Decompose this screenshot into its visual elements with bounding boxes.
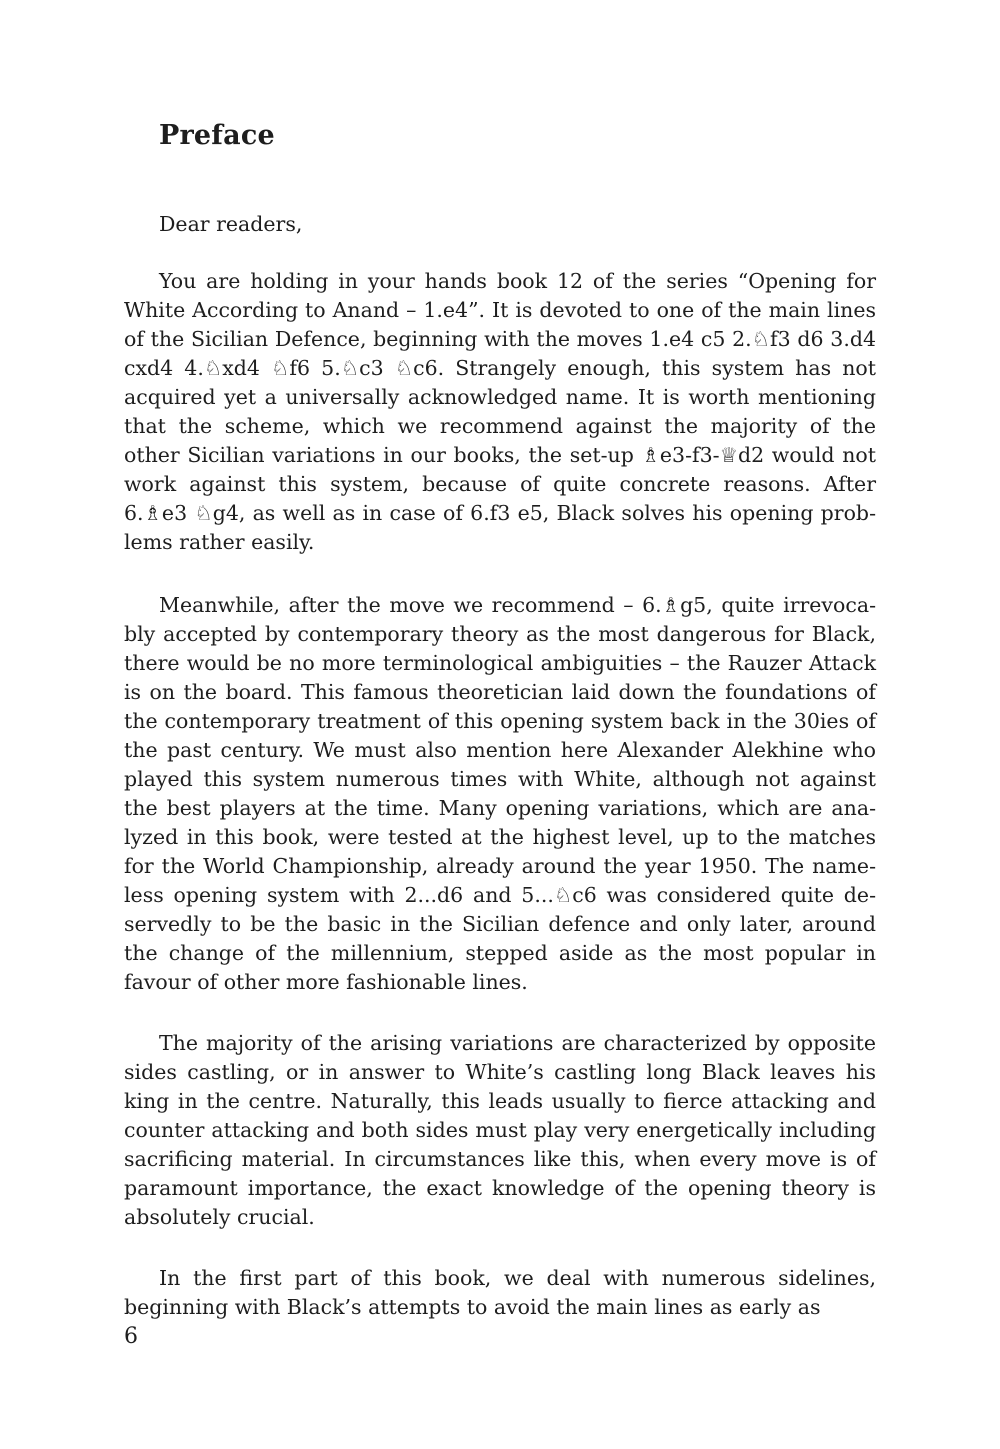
paragraph-4: In the first part of this book, we deal with numerous sidelines, beginning with Black’s attempts to avoid the main lines as early as — [124, 1266, 876, 1319]
preface-heading: Preface — [159, 120, 275, 151]
salutation: Dear readers, — [159, 212, 303, 236]
paragraph-3: The majority of the arising variations are characterized by opposite sides castling, or in answer to White’s castling long Black leaves his king in the centre. Naturally, this leads usually to fierce attacking and counter attacking and both sides must play very energetically including sacrificing material. In circumstances like this, when every move is of paramount importance, the exact knowledge of the opening theory is absolutely crucial. — [124, 1031, 876, 1229]
paragraph-1: You are holding in your hands book 12 of the series “Opening for White According to Anand – 1.e4”. It is devoted to one of the main lines of the Sicilian Defence, beginning with the moves 1.e4 c5 2.♘f3 d6 3.d4 cxd4 4.♘xd4 ♘f6 5.♘c3 ♘c6. Strangely enough, this system has not acquired yet a universally acknowledged name. It is worth mentioning that the scheme, which we recommend against the majority of the other Sicilian variations in our books, the set-up ♗e3-f3-♕d2 would not work against this system, because of quite concrete reasons. After 6.♗e3 ♘g4, as well as in case of 6.f3 e5, Black solves his opening problems rather easily. — [124, 269, 876, 554]
book-page — [124, 0, 876, 1449]
paragraph-2: Meanwhile, after the move we recommend – 6.♗g5, quite irrevocably accepted by contemporary theory as the most dangerous for Black, there would be no more terminological ambiguities – the Rauzer Attack is on the board. This famous theoretician laid down the foundations of the contemporary treatment of this opening system back in the 30ies of the past century. We must also mention here Alexander Alekhine who played this system numerous times with White, although not against the best players at the time. Many opening variations, which are analyzed in this book, were tested at the highest level, up to the matches for the World Championship, already around the year 1950. The nameless opening system with 2...d6 and 5...♘c6 was considered quite deservedly to be the basic in the Sicilian defence and only later, around the change of the millennium, stepped aside as the most popular in favour of other more fashionable lines. — [124, 593, 876, 994]
page-number: 6 — [124, 1324, 138, 1349]
